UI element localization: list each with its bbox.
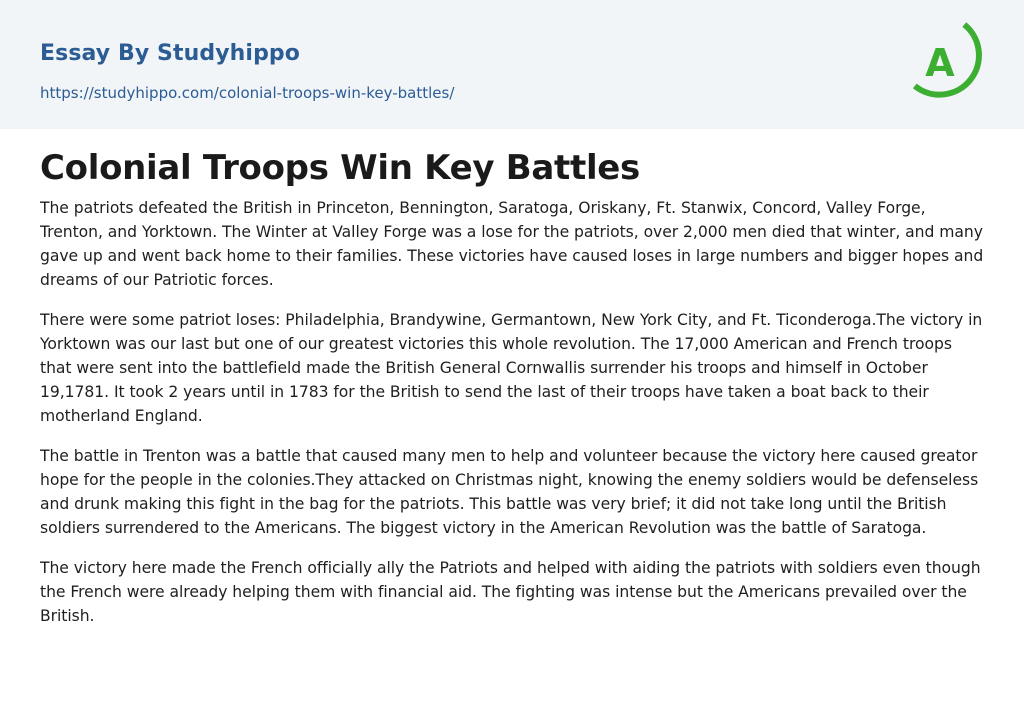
essay-paragraph-2: There were some patriot loses: Philadelphia, Brandywine, Germantown, New York City, and Ft. Ticonderoga.The victory in Yorktown was our last but one of our greatest victories this whole revolution. The 17,000 American and French troops that were sent into the battlefield made the British General Cornwallis surrender his troops and himself in October 19,1781. It took 2 years until in 1783 for the British to send the last of their troops have taken a boat back to their motherland England.	[40, 311, 983, 425]
brand-title[interactable]: Essay By Studyhippo	[40, 41, 300, 66]
essay-paragraph-3: The battle in Trenton was a battle that caused many men to help and volunteer because the victory here caused greator hope for the people in the colonies.They attacked on Christmas night, knowing the enemy soldiers would be defenseless and drunk making this fight in the bag for the patriots. This battle was very brief; it did not take long until the British soldiers surrendered to the Americans. The biggest victory in the American Revolution was the battle of Saratoga.	[40, 447, 979, 537]
essay-paragraph-4: The victory here made the French officially ally the Patriots and helped with aiding the patriots with soldiers even though the French were already helping them with financial aid. The fighting was intense but the Americans prevailed over the British.	[40, 559, 981, 625]
essay-title: Colonial Troops Win Key Battles	[40, 148, 640, 188]
site-header	[0, 0, 1024, 129]
essay-content	[40, 146, 986, 644]
logo-letter: A	[925, 41, 955, 85]
essay-paragraph-1: The patriots defeated the British in Princeton, Bennington, Saratoga, Oriskany, Ft. Stanwix, Concord, Valley Forge, Trenton, and Yorktown. The Winter at Valley Forge was a lose for the patriots, over 2,000 men died that winter, and many gave up and went back home to their families. These victories have caused loses in large numbers and bigger hopes and dreams of our Patriotic forces.	[40, 199, 984, 289]
essay-url-link[interactable]: https://studyhippo.com/colonial-troops-win-key-battles/	[40, 84, 455, 102]
studyhippo-logo-icon[interactable]	[910, 19, 986, 105]
